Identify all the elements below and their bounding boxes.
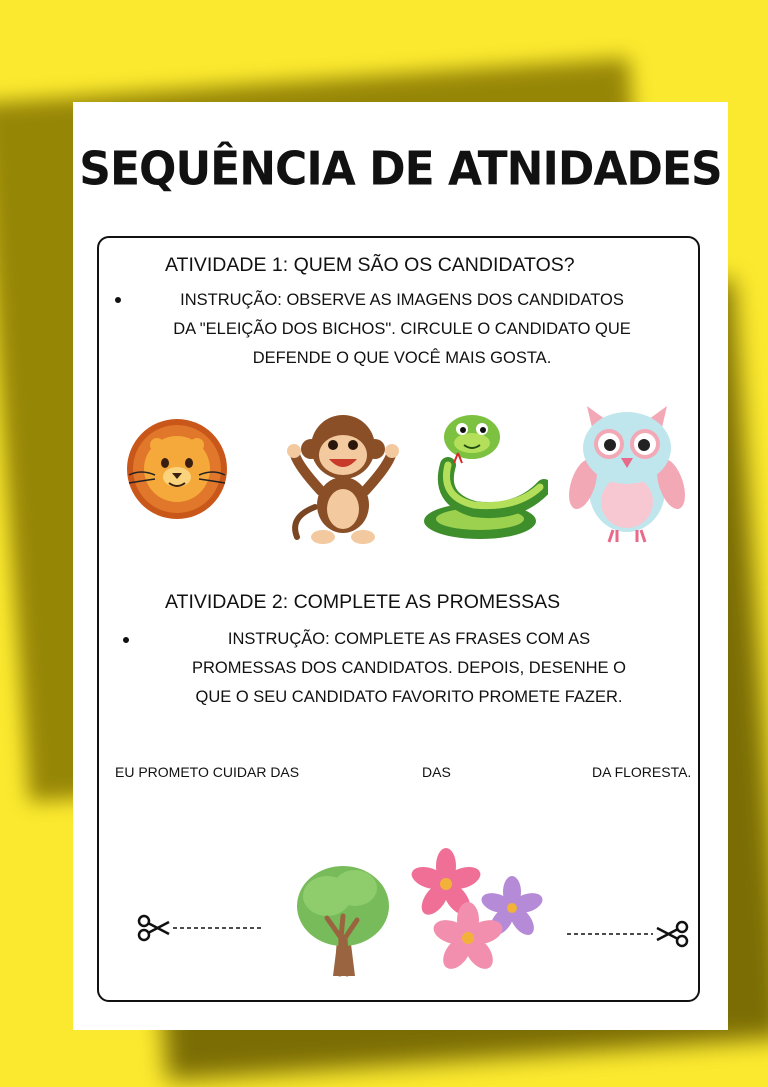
scissors-icon	[657, 922, 687, 946]
activity2-instruction-line: INSTRUÇÃO: COMPLETE AS FRASES COM AS	[227, 630, 591, 648]
activity2-heading: ATIVIDADE 2: COMPLETE AS PROMESSAS	[165, 591, 561, 613]
activity1-instruction-line: DEFENDE O QUE VOCÊ MAIS GOSTA.	[252, 349, 552, 367]
activity1-instruction-line: DA "ELEIÇÃO DOS BICHOS". CIRCULE O CANDIDATO QUE	[173, 320, 631, 338]
sentence-part-3: DA FLORESTA.	[592, 764, 692, 780]
worksheet-page	[73, 102, 728, 1030]
owl-icon	[565, 402, 689, 544]
sentence-part-2: DAS	[422, 764, 451, 780]
activity2-instruction	[139, 625, 679, 712]
activity2-bullet	[123, 637, 129, 643]
monkey-icon	[285, 407, 401, 547]
sentence-part-1: EU PROMETO CUIDAR DAS	[115, 764, 300, 780]
activity1-bullet	[115, 297, 121, 303]
activity1-instruction	[127, 286, 677, 373]
flowers-icon	[410, 846, 550, 976]
activity1-heading: ATIVIDADE 1: QUEM SÃO OS CANDIDATOS?	[165, 254, 575, 276]
scissors-icon	[139, 916, 169, 940]
snake-icon	[418, 409, 548, 541]
activity2-instruction-line: PROMESSAS DOS CANDIDATOS. DEPOIS, DESENHE O	[192, 659, 626, 677]
left-cut-line	[137, 914, 263, 942]
activity1-instruction-line: INSTRUÇÃO: OBSERVE AS IMAGENS DOS CANDIDATOS	[180, 291, 624, 309]
right-cut-line	[565, 920, 691, 948]
lion-icon	[121, 415, 233, 523]
tree-icon	[293, 864, 393, 978]
page-title: SEQUÊNCIA DE ATNIDADES	[79, 142, 722, 197]
activity2-instruction-line: QUE O SEU CANDIDATO FAVORITO PROMETE FAZER.	[195, 688, 623, 706]
